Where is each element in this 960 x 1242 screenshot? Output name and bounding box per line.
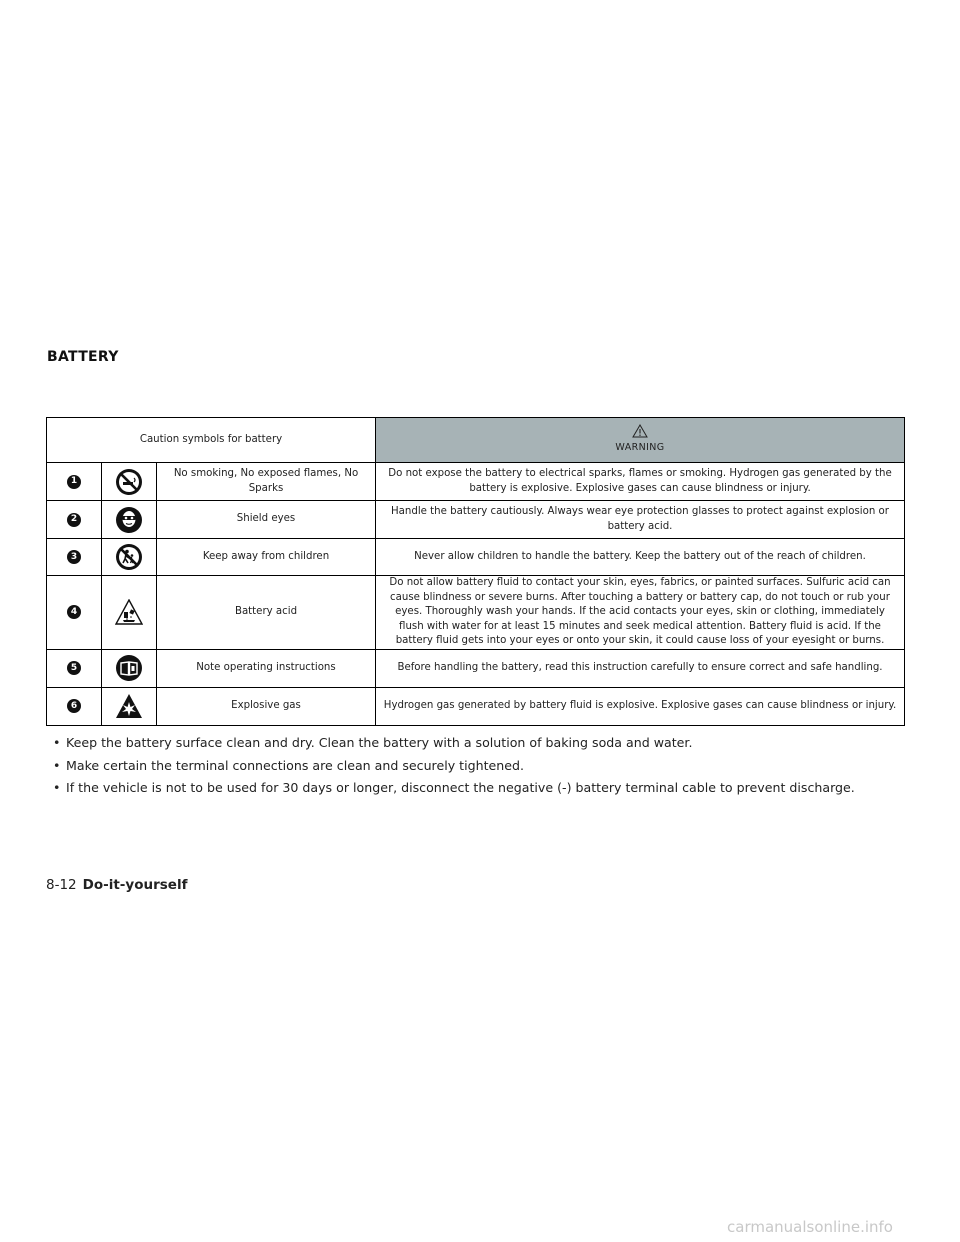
table-row — [47, 501, 905, 539]
table-row — [47, 687, 905, 725]
no-smoking-icon — [115, 468, 143, 496]
table-header-row — [47, 418, 905, 463]
row-label: Battery acid — [157, 576, 376, 650]
row-label: No smoking, No exposed flames, No Sparks — [157, 463, 376, 501]
table-header-caption: Caution symbols for battery — [47, 418, 376, 463]
row-number-badge: 4 — [67, 605, 81, 619]
row-description: Do not expose the battery to electrical sparks, flames or smoking. Hydrogen gas generated by the battery is explosive. Explosive gases can cause blindness or injury. — [376, 463, 905, 501]
row-number-badge: 1 — [67, 475, 81, 489]
row-label: Explosive gas — [157, 687, 376, 725]
warning-triangle-icon — [632, 424, 648, 438]
bullet-icon: • — [53, 780, 61, 795]
section-title: BATTERY — [47, 349, 119, 365]
shield-eyes-icon — [115, 506, 143, 534]
bullet-text: Keep the battery surface clean and dry. Clean the battery with a solution of baking soda and water. — [66, 735, 693, 750]
caution-symbols-table — [46, 417, 905, 726]
row-description: Before handling the battery, read this instruction carefully to ensure correct and safe handling. — [376, 649, 905, 687]
bullet-text: If the vehicle is not to be used for 30 days or longer, disconnect the negative (-) battery terminal cable to prevent discharge. — [66, 780, 855, 795]
row-label: Note operating instructions — [157, 649, 376, 687]
bullet-icon: • — [53, 735, 61, 750]
row-label: Shield eyes — [157, 501, 376, 539]
battery-acid-icon — [115, 599, 143, 625]
bullet-text: Make certain the terminal connections are clean and securely tightened. — [66, 757, 524, 773]
page-footer — [46, 877, 187, 893]
watermark: carmanualsonline.info — [727, 1218, 893, 1236]
table-row — [47, 539, 905, 576]
row-number-badge: 5 — [67, 661, 81, 675]
keep-away-children-icon — [115, 543, 143, 571]
table-row — [47, 649, 905, 687]
table-row — [47, 576, 905, 650]
warning-label: WARNING — [615, 442, 665, 454]
row-description: Hydrogen gas generated by battery fluid is explosive. Explosive gases can cause blindness or injury. — [376, 687, 905, 725]
bullet-icon: • — [53, 757, 61, 773]
explosive-gas-icon — [115, 693, 143, 719]
row-number-badge: 6 — [67, 699, 81, 713]
warning-header — [376, 418, 905, 463]
list-item — [53, 755, 913, 778]
table-row — [47, 463, 905, 501]
list-item — [53, 777, 913, 800]
row-description: Do not allow battery fluid to contact your skin, eyes, fabrics, or painted surfaces. Sulfuric acid can cause blindness or severe burns. After touching a battery or battery cap, do not touch or rub your eyes. Thoroughly wash your hands. If the acid contacts your eyes, skin or clothing, immediately flush with water for at least 15 minutes and seek medical attention. Battery fluid is acid. If the battery fluid gets into your eyes or onto your skin, it could cause loss of your eyesight or burns. — [376, 576, 905, 650]
row-number-badge: 3 — [67, 550, 81, 564]
row-label: Keep away from children — [157, 539, 376, 576]
chapter-title: Do-it-yourself — [82, 877, 188, 893]
bullet-list — [53, 732, 913, 800]
list-item — [53, 732, 913, 755]
row-description: Handle the battery cautiously. Always wear eye protection glasses to protect against explosion or battery acid. — [376, 501, 905, 539]
operating-instructions-icon — [115, 654, 143, 682]
row-description: Never allow children to handle the battery. Keep the battery out of the reach of children. — [376, 539, 905, 576]
page-number: 8-12 — [46, 877, 77, 893]
row-number-badge: 2 — [67, 513, 81, 527]
